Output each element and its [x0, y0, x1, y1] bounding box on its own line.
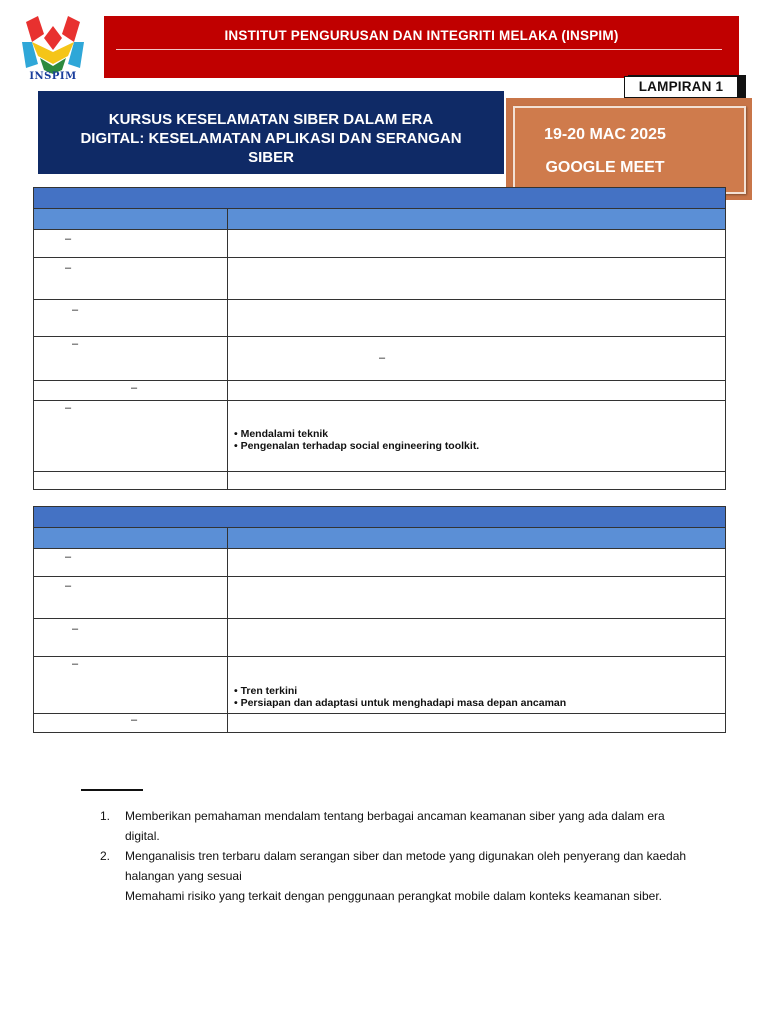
- time-dash: –: [131, 714, 138, 726]
- objective-number: [100, 886, 125, 906]
- time-cell: [34, 230, 228, 258]
- schedule-table-day1: [33, 187, 726, 490]
- table-row: [34, 549, 726, 577]
- time-cell: [34, 619, 228, 657]
- time-cell: [34, 381, 228, 401]
- event-date: 19-20 MAC 2025: [544, 126, 666, 143]
- time-dash: –: [65, 580, 72, 592]
- activity-cell: [228, 577, 726, 619]
- time-dash: –: [72, 658, 79, 670]
- activity-cell: [228, 401, 726, 472]
- table-row: [34, 577, 726, 619]
- header-banner: [104, 16, 739, 78]
- time-dash: –: [131, 382, 138, 394]
- time-dash: –: [65, 402, 72, 414]
- bullet-item: • Pengenalan terhadap social engineering toolkit.: [234, 440, 480, 452]
- activity-bullets: [234, 685, 566, 709]
- table-row: [34, 230, 726, 258]
- bullet-item: • Mendalami teknik: [234, 428, 329, 440]
- table-row: [34, 472, 726, 490]
- time-cell: [34, 577, 228, 619]
- lampiran-label: LAMPIRAN 1: [624, 76, 738, 98]
- activity-cell: [228, 619, 726, 657]
- table-row: [34, 657, 726, 714]
- table-row: [34, 401, 726, 472]
- table-header-row: [34, 528, 726, 549]
- time-cell: [34, 300, 228, 337]
- event-venue: GOOGLE MEET: [545, 159, 665, 176]
- objective-number: 2.: [100, 849, 111, 863]
- time-cell: [34, 714, 228, 733]
- activity-cell: [228, 230, 726, 258]
- time-dash: –: [65, 262, 72, 274]
- time-dash: –: [65, 233, 72, 245]
- activity-cell: [228, 381, 726, 401]
- course-title-line-3: SIBER: [248, 149, 294, 166]
- institute-title: INSTITUT PENGURUSAN DAN INTEGRITI MELAKA (INSPIM): [224, 28, 619, 43]
- schedule-table-day2: [33, 506, 726, 733]
- table-row: [34, 714, 726, 733]
- table-row: [34, 258, 726, 300]
- objectives-list: [100, 806, 700, 906]
- header-cell-time: [34, 209, 228, 230]
- activity-cell: [228, 714, 726, 733]
- activity-cell: [228, 300, 726, 337]
- header-cell-activity: [228, 209, 726, 230]
- time-cell: [34, 549, 228, 577]
- bullet-item: • Tren terkini: [234, 685, 298, 697]
- table-row: [34, 619, 726, 657]
- table-title-cell: [34, 188, 726, 209]
- objective-number: 1.: [100, 809, 111, 823]
- table-header-row: [34, 209, 726, 230]
- table-title-cell: [34, 507, 726, 528]
- date-box: [513, 106, 746, 194]
- time-dash: –: [72, 623, 79, 635]
- banner-divider: [116, 49, 722, 50]
- time-dash: –: [65, 551, 72, 563]
- logo-text: INSPIM: [29, 71, 77, 82]
- objective-text: Memahami risiko yang terkait dengan penggunaan perangkat mobile dalam konteks keamanan siber.: [125, 889, 662, 903]
- time-cell: [34, 657, 228, 714]
- table-row: [34, 381, 726, 401]
- time-cell: [34, 472, 228, 490]
- list-item: [100, 846, 700, 886]
- header-cell-time: [34, 528, 228, 549]
- time-dash: –: [72, 304, 79, 316]
- objective-text: Memberikan pemahaman mendalam tentang berbagai ancaman keamanan siber yang ada dalam era digital.: [125, 809, 665, 843]
- time-cell: [34, 258, 228, 300]
- course-title-line-2: DIGITAL: KESELAMATAN APLIKASI DAN SERANGAN: [80, 130, 462, 147]
- course-title: [40, 110, 502, 167]
- activity-dash: –: [379, 352, 386, 364]
- bullet-item: • Persiapan dan adaptasi untuk menghadapi masa depan ancaman: [234, 697, 567, 709]
- activity-cell: [228, 258, 726, 300]
- objectives-heading-underline: [81, 789, 143, 791]
- activity-cell: [228, 657, 726, 714]
- activity-cell: [228, 549, 726, 577]
- time-cell: [34, 401, 228, 472]
- objective-text: Menganalisis tren terbaru dalam serangan siber dan metode yang digunakan oleh penyerang dan kaedah halangan yang sesuai: [125, 849, 687, 883]
- activity-cell: [228, 472, 726, 490]
- table-row: [34, 337, 726, 381]
- header-cell-activity: [228, 528, 726, 549]
- course-title-line-1: KURSUS KESELAMATAN SIBER DALAM ERA: [108, 111, 434, 128]
- activity-bullets: [234, 428, 479, 452]
- activity-cell: [228, 337, 726, 381]
- time-cell: [34, 337, 228, 381]
- time-dash: –: [72, 338, 79, 350]
- list-item: [100, 886, 700, 906]
- table-title-row: [34, 188, 726, 209]
- table-row: [34, 300, 726, 337]
- list-item: [100, 806, 700, 846]
- table-title-row: [34, 507, 726, 528]
